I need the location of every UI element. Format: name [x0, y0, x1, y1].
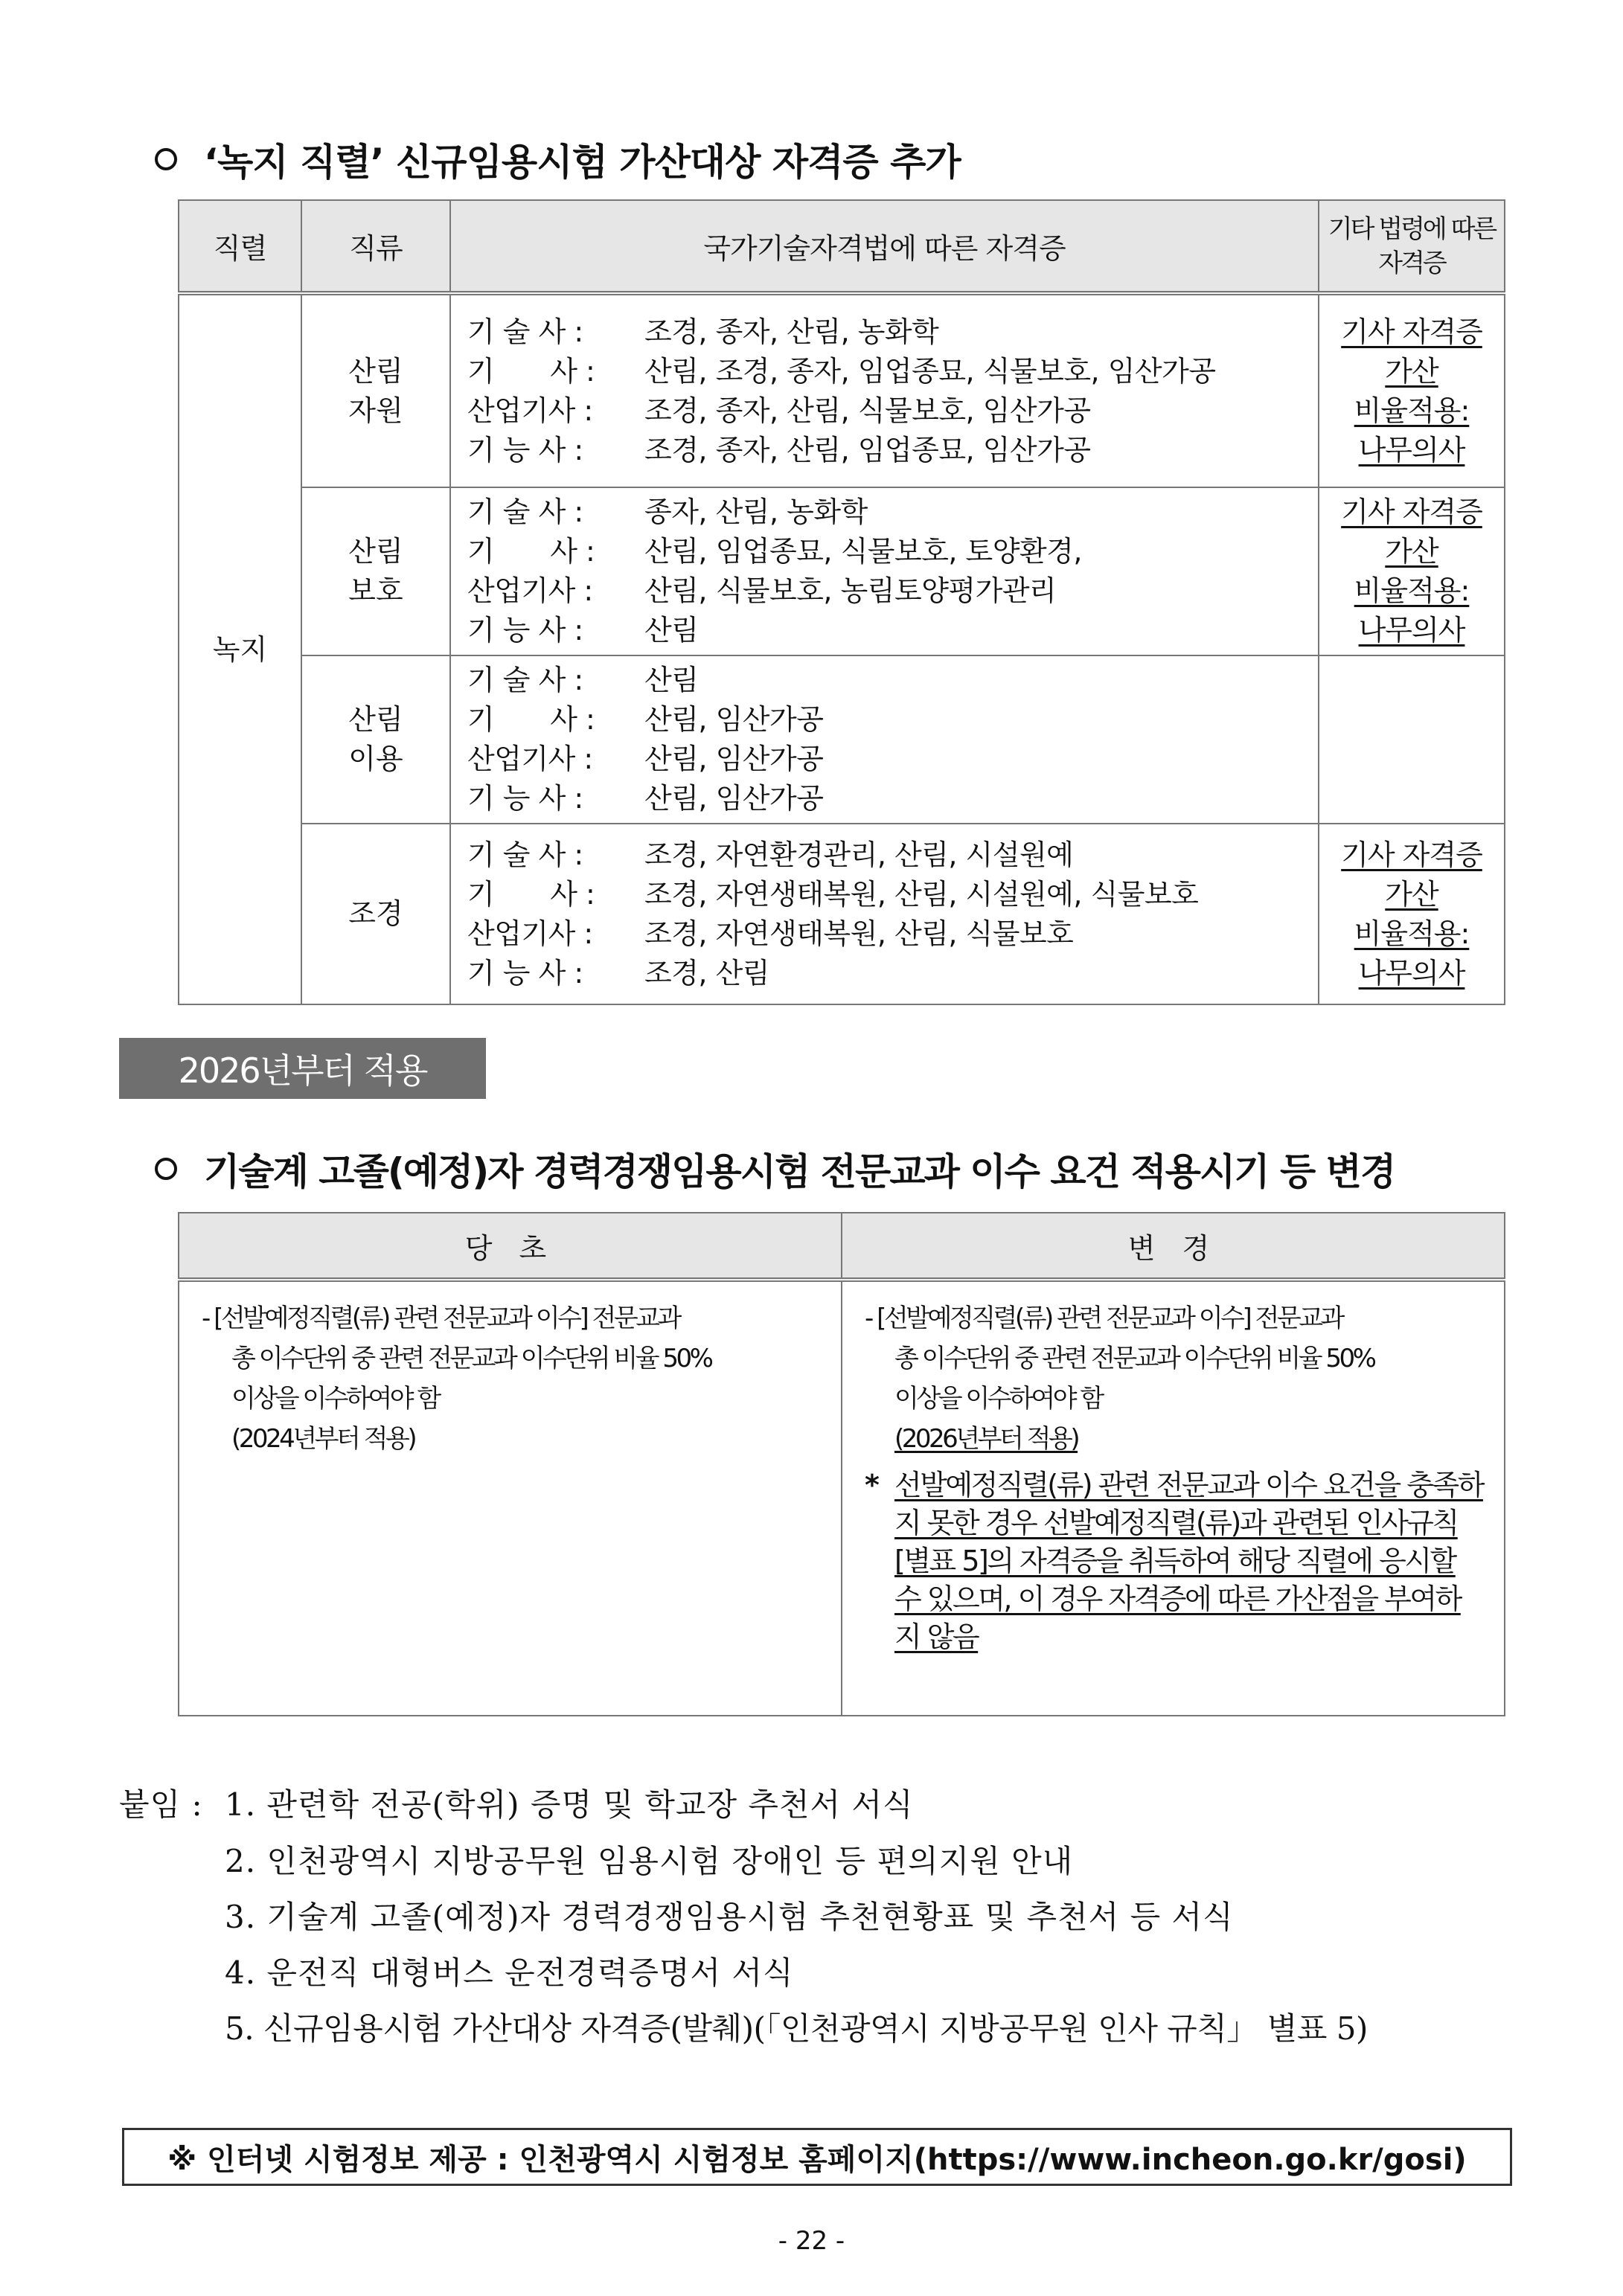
section1-title: ‘녹지 직렬’ 신규임용시험 가산대상 자격증 추가: [204, 141, 961, 184]
attachment-item: 4. 운전직 대형버스 운전경력증명서 서식: [225, 1955, 794, 1991]
category-cell: 산림 자원: [301, 293, 450, 487]
other-law-note-cell: 기사 자격증 가산 비율적용: 나무의사: [1319, 487, 1505, 655]
header-other-law-qualification: 기타 법령에 따른 자격증: [1319, 200, 1505, 293]
attachment-item: 5. 신규임용시험 가산대상 자격증(발췌)(「인천광역시 지방공무원 인사 규칙」 별표 5): [225, 2010, 1368, 2047]
other-law-note-cell: 기사 자격증 가산 비율적용: 나무의사: [1319, 293, 1505, 487]
table-header-row: [179, 1213, 1505, 1280]
attachment-item: 3. 기술계 고졸(예정)자 경력경쟁임용시험 추천현황표 및 추천서 등 서식: [225, 1899, 1234, 1935]
other-law-note-cell: [1319, 655, 1505, 824]
attachment-item: 1. 관련학 전공(학위) 증명 및 학교장 추천서 서식: [225, 1786, 914, 1823]
qualification-cell: 기 술 사 : 종자, 산림, 농화학 기 사 : 산림, 임업종묘, 식물보호, 토양환경, 산업기사 : 산림, 식물보호, 농림토양평가관리 기 능 사 : 산림: [450, 487, 1319, 655]
section2-heading: [155, 1142, 1395, 1196]
qualification-cell: 기 술 사 : 조경, 자연환경관리, 산림, 시설원예 기 사 : 조경, 자연생태복원, 산림, 시설원예, 식물보호 산업기사 : 조경, 자연생태복원, 산림, 식물보호 기 능 사 : 조경, 산림: [450, 824, 1319, 1004]
section2-title: 기술계 고졸(예정)자 경력경쟁임용시험 전문교과 이수 요건 적용시기 등 변경: [204, 1150, 1395, 1193]
page-number: - 22 -: [778, 2226, 845, 2256]
internet-info-box: [122, 2128, 1512, 2186]
category-cell: 산림 이용: [301, 655, 450, 824]
circle-bullet-icon: [155, 1158, 177, 1180]
table-row: [179, 824, 1505, 1004]
qualification-cell: 기 술 사 : 산림 기 사 : 산림, 임산가공 산업기사 : 산림, 임산가공 기 능 사 : 산림, 임산가공: [450, 655, 1319, 824]
attachment-item: 2. 인천광역시 지방공무원 임용시험 장애인 등 편의지원 안내: [225, 1843, 1074, 1879]
apply-from-2026-banner: 2026년부터 적용: [119, 1038, 486, 1099]
before-cell: - [선발예정직렬(류) 관련 전문교과 이수] 전문교과 총 이수단위 중 관련 전문교과 이수단위 비율 50% 이상을 이수하여야 함 (2024년부터 적용): [179, 1280, 842, 1716]
attachments-label: 붙임 :: [119, 1786, 203, 1823]
asterisk-mark: *: [865, 1469, 878, 1501]
table-row: [179, 487, 1505, 655]
header-national-qualification: 국가기술자격법에 따른 자격증: [450, 200, 1319, 293]
after-cell: - [선발예정직렬(류) 관련 전문교과 이수] 전문교과 총 이수단위 중 관련 전문교과 이수단위 비율 50% 이상을 이수하여야 함 (2026년부터 적용) * 선발예정직렬(류) 관련 전문교과 이수 요건을 충족하지 못한 경우 선발예정직렬(류)과 관련된 인사규칙 [별표 5]의 자격증을 취득하여 해당 직렬에 응시할 수 있으며, 이 경우 자격증에 따른 가산점을 부여하지 않음: [842, 1280, 1505, 1716]
other-law-note-cell: 기사 자격증 가산 비율적용: 나무의사: [1319, 824, 1505, 1004]
header-before: 당 초: [179, 1213, 842, 1280]
series-cell: 녹지: [179, 293, 301, 1004]
table-row: [179, 1280, 1505, 1716]
table-row: [179, 655, 1505, 824]
category-cell: 조경: [301, 824, 450, 1004]
header-after: 변 경: [842, 1213, 1505, 1280]
exception-note: [865, 1466, 1483, 1656]
section1-heading: [155, 132, 961, 186]
table-header-row: [179, 200, 1505, 293]
qualification-table: [178, 199, 1505, 1005]
qualification-cell: 기 술 사 : 조경, 종자, 산림, 농화학 기 사 : 산림, 조경, 종자, 임업종묘, 식물보호, 임산가공 산업기사 : 조경, 종자, 산림, 식물보호, 임산가공 기 능 사 : 조경, 종자, 산림, 임업종묘, 임산가공: [450, 293, 1319, 487]
change-comparison-table: [178, 1212, 1505, 1716]
table-row: [179, 293, 1505, 487]
header-series: 직렬: [179, 200, 301, 293]
exception-note-text: 선발예정직렬(류) 관련 전문교과 이수 요건을 충족하지 못한 경우 선발예정직렬(류)과 관련된 인사규칙 [별표 5]의 자격증을 취득하여 해당 직렬에 응시할 수 있으며, 이 경우 자격증에 따른 가산점을 부여하지 않음: [894, 1469, 1483, 1653]
circle-bullet-icon: [155, 148, 177, 170]
header-category: 직류: [301, 200, 450, 293]
internet-info-text: ※ 인터넷 시험정보 제공 : 인천광역시 시험정보 홈페이지(https://www.incheon.go.kr/gosi): [167, 2142, 1467, 2177]
category-cell: 산림 보호: [301, 487, 450, 655]
